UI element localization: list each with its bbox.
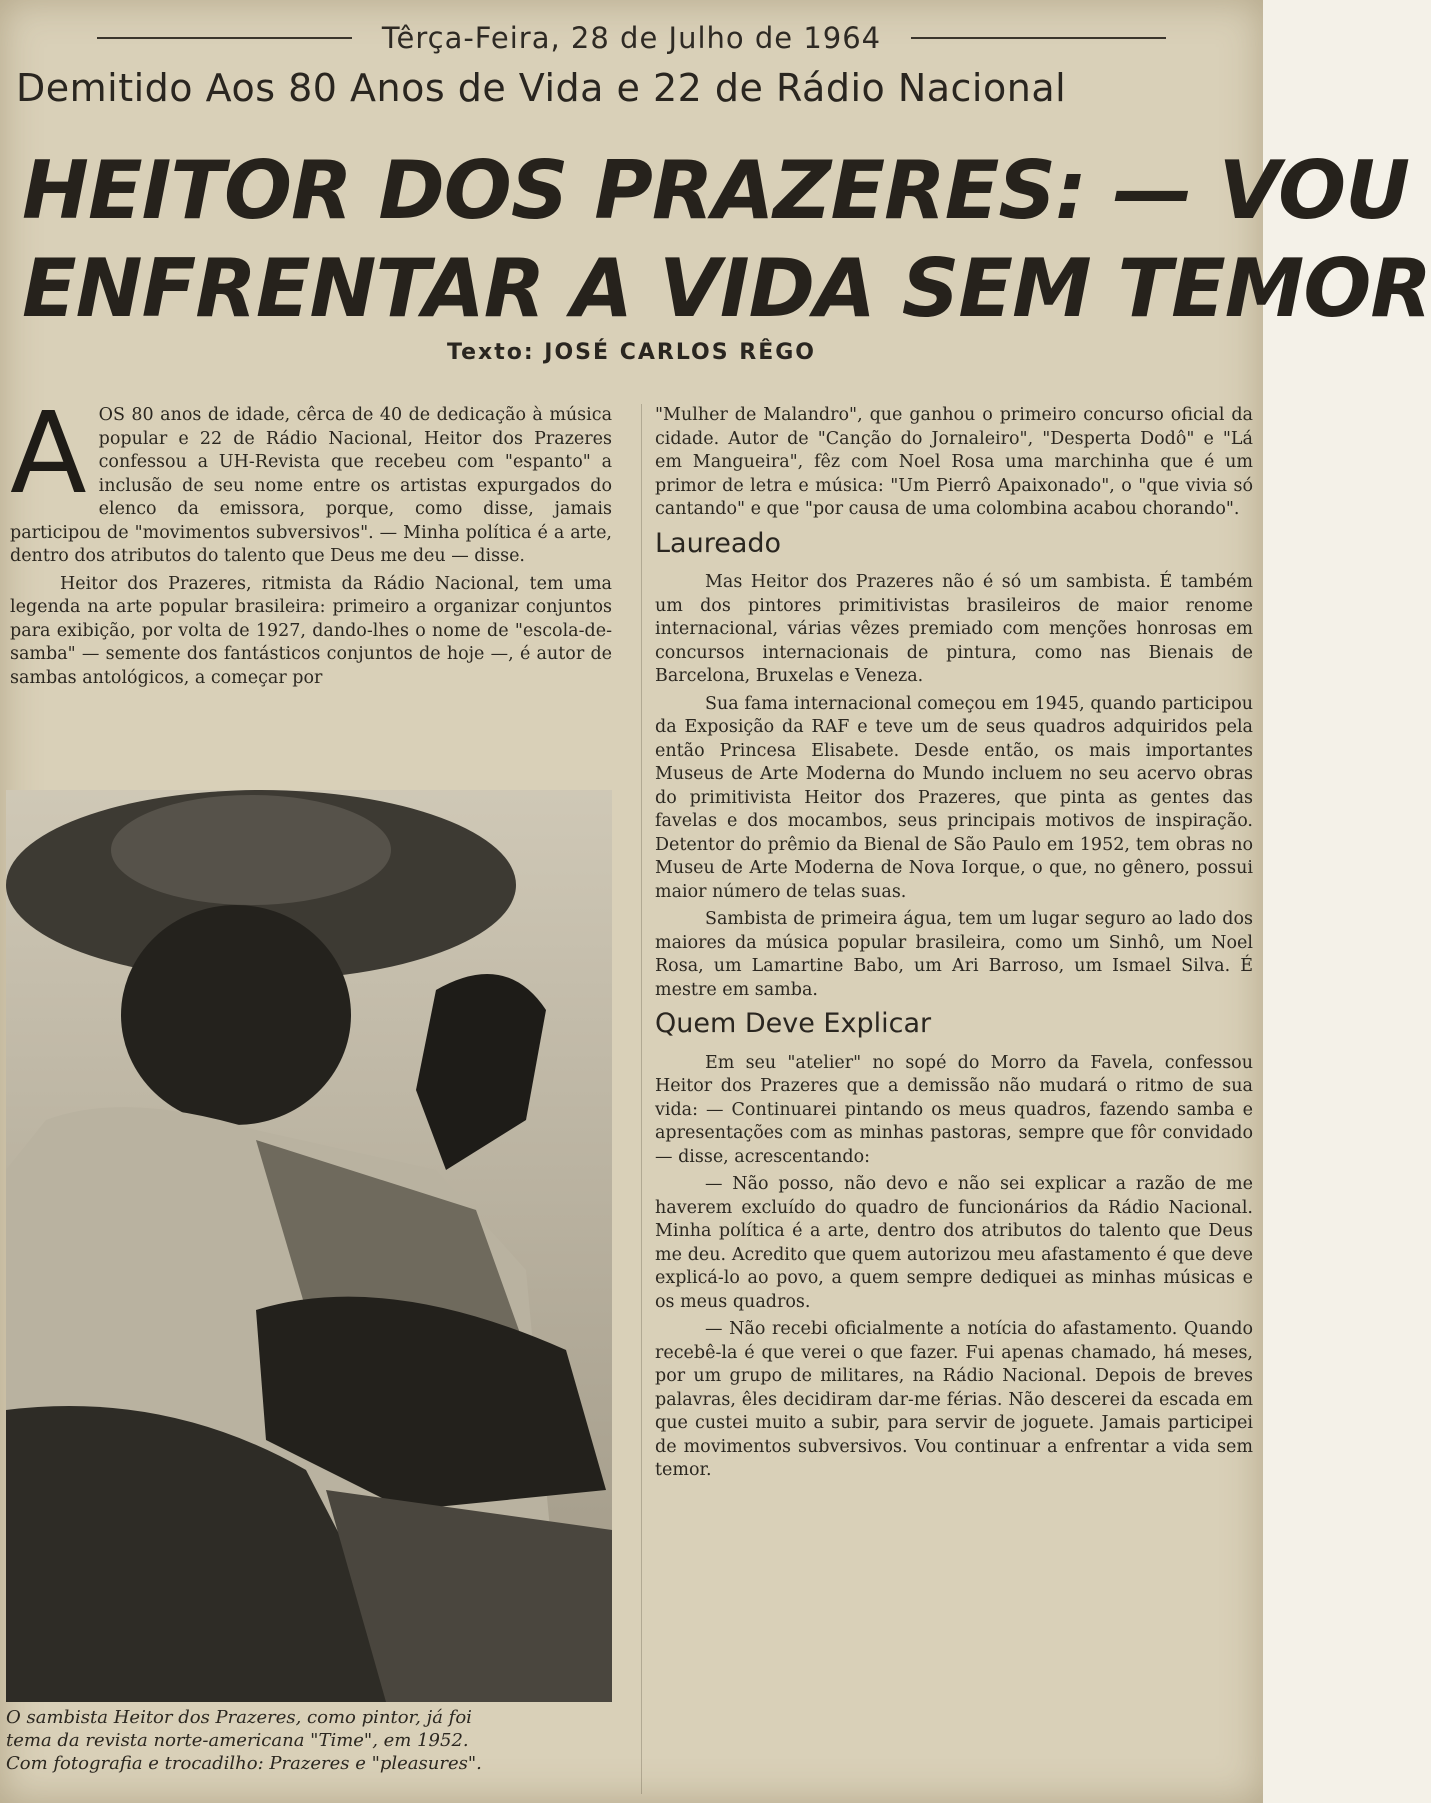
headline-line-2: ENFRENTAR A VIDA SEM TEMOR: [22, 242, 1431, 335]
left-column: [10, 389, 612, 694]
dateline: [0, 18, 1263, 58]
paragraph-painter: Mas Heitor dos Prazeres não é só um sambista. É também um dos pintores primitivistas brasileiros de maior renome internacional, várias vêzes premiado com menções honrosas em concursos internacionais de pintura, como nas Bienais de Barcelona, Bruxelas e Veneza.: [655, 572, 1253, 686]
right-column: [655, 404, 1253, 1487]
headline-line-1: HEITOR DOS PRAZERES: — VOU: [22, 144, 1410, 237]
paragraph-continuation: "Mulher de Malandro", que ganhou o primeiro concurso oficial da cidade. Autor de "Canção do Jornaleiro", "Desperta Dodô" e "Lá em Mangueira", fêz com Noel Rosa uma marchinha que é um primor de letra e música: "Um Pierrô Apaixonado", o "que vivia só cantando" e que "por causa de uma colombina acabou chorando".: [655, 405, 1253, 519]
subhead-quem-deve-explicar: Quem Deve Explicar: [655, 1008, 932, 1039]
caption-line-2: tema da revista norte-americana "Time", em 1952.: [6, 1730, 469, 1751]
dateline-rule-left: [97, 37, 352, 39]
caption-line-1: O sambista Heitor dos Prazeres, como pintor, já foi: [6, 1707, 472, 1728]
paragraph-quote-1: — Não posso, não devo e não sei explicar a razão de me haverem excluído do quadro de funcionários da Rádio Nacional. Minha política é a arte, dentro dos atributos do talento que Deus me deu. Acredito que quem autorizou meu afastamento é que deve explicá-lo ao povo, a quem sempre dediquei as minhas músicas e os meus quadros.: [655, 1174, 1253, 1312]
subhead-laureado: Laureado: [655, 527, 782, 559]
drop-cap: A: [10, 389, 87, 519]
dateline-text: Têrça-Feira, 28 de Julho de 1964: [381, 21, 882, 55]
paragraph-atelier: Em seu "atelier" no sopé do Morro da Favela, confessou Heitor dos Prazeres que a demissão não mudará o ritmo de sua vida: — Continuarei pintando os meus quadros, fazendo samba e apresentações com as minhas pastoras, sempre que fôr convidado — disse, acrescentando:: [655, 1052, 1253, 1167]
byline: Texto: JOSÉ CARLOS RÊGO: [447, 340, 816, 365]
paragraph-quote-2: — Não recebi oficialmente a notícia do afastamento. Quando recebê-la é que verei o que fazer. Fui apenas chamado, há meses, por um grupo de militares, na Rádio Nacional. Depois de breves palavras, êles decidiram dar-me férias. Não descerei da escada em que custei muito a subir, para servir de joguete. Jamais participei de movimentos subversivos. Vou continuar a enfrentar a vida sem temor.: [655, 1319, 1253, 1480]
paragraph-legend: Heitor dos Prazeres, ritmista da Rádio Nacional, tem uma legenda na arte popular brasileira: primeiro a organizar conjuntos para exibição, por volta de 1927, dando-lhes o nome de "escola-de-samba" — semente dos fantásticos conjuntos de hoje —, é autor de sambas antológicos, a começar por: [10, 573, 612, 688]
main-headline: [22, 142, 1431, 338]
kicker-headline: Demitido Aos 80 Anos de Vida e 22 de Rádio Nacional: [16, 66, 1067, 110]
paragraph-sambista: Sambista de primeira água, tem um lugar seguro ao lado dos maiores da música popular brasileira, como um Sinhô, um Noel Rosa, um Lamartine Babo, um Ari Barroso, um Ismael Silva. É mestre em samba.: [655, 909, 1253, 1000]
paragraph-intro: OS 80 anos de idade, cêrca de 40 de dedicação à música popular e 22 de Rádio Nacional, Heitor dos Prazeres confessou a UH-Revista que recebeu com "espanto" a inclusão de seu nome entre os artistas expurgados do elenco da emissora, porque, como disse, jamais participou de "movimentos subversivos". — Minha política é a arte, dentro dos atributos do talento que Deus me deu — disse.: [10, 405, 612, 566]
dateline-rule-right: [911, 37, 1166, 39]
photo-caption: [6, 1706, 612, 1775]
paragraph-fame: Sua fama internacional começou em 1945, quando participou da Exposição da RAF e teve um de seus quadros adquiridos pela então Princesa Elisabete. Desde então, os mais importantes Museus de Arte Moderna do Mundo incluem no seu acervo obras do primitivista Heitor dos Prazeres, que pinta as gentes das favelas e dos mocambos, seus principais motivos de inspiração. Detentor do prêmio da Bienal de São Paulo em 1952, tem obras no Museu de Arte Moderna de Nova Iorque, o que, no gênero, possui maior número de telas suas.: [655, 693, 1253, 902]
portrait-photo: [6, 790, 612, 1702]
column-divider: [641, 404, 642, 1794]
caption-line-3: Com fotografia e trocadilho: Prazeres e "pleasures".: [6, 1753, 482, 1774]
